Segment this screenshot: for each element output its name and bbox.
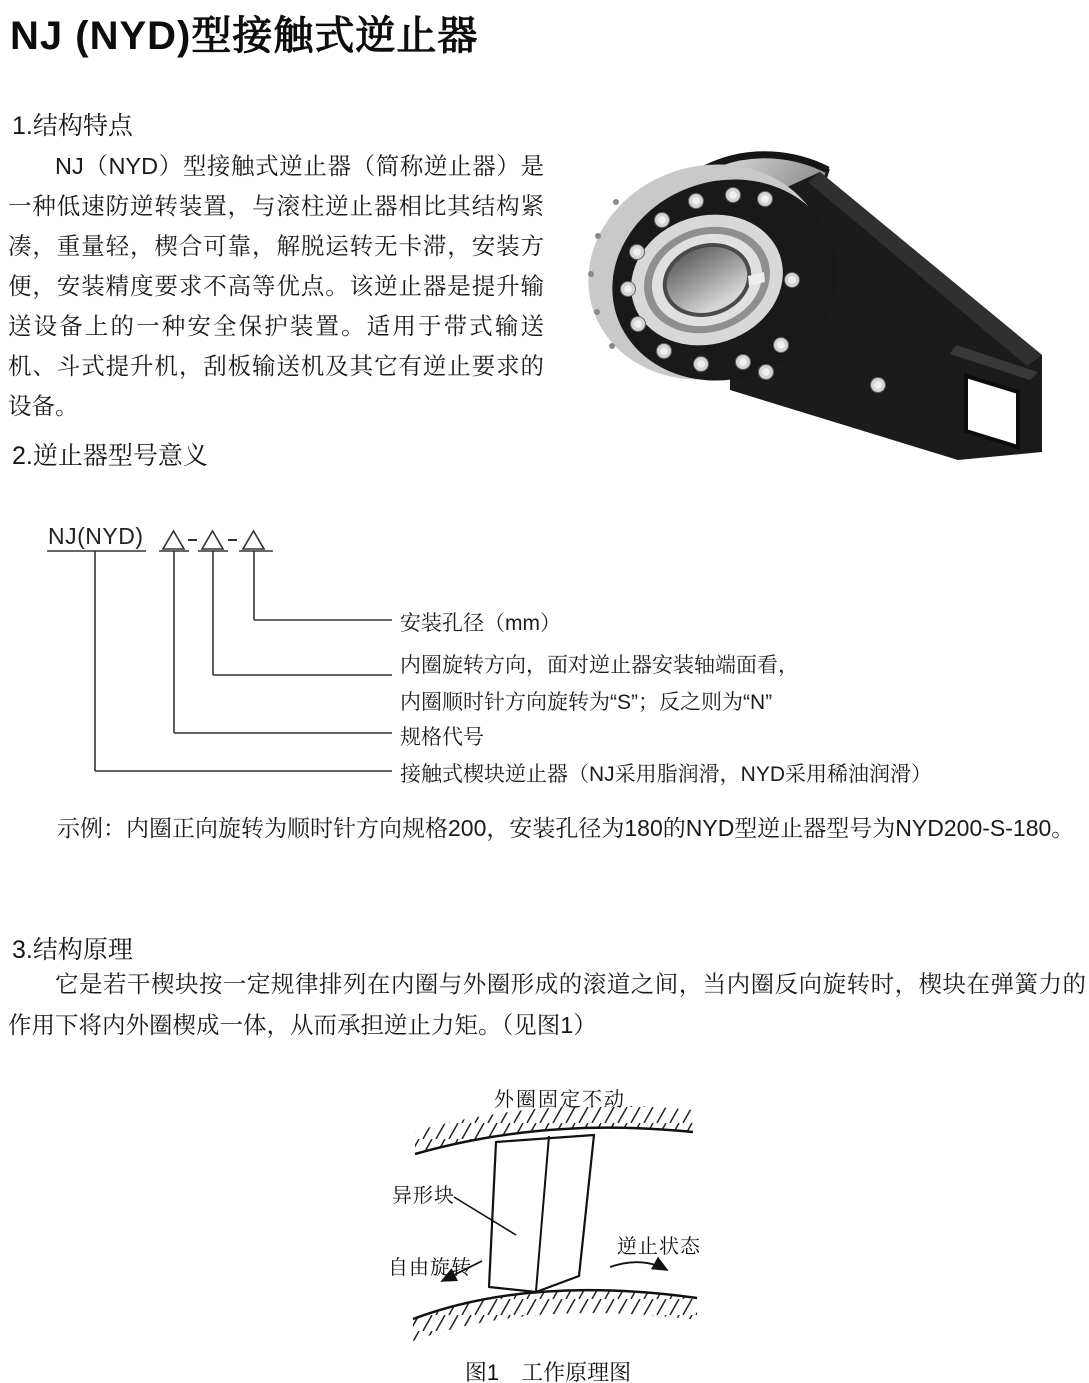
placeholder-triangle-2	[202, 531, 223, 549]
label-shaped-block: 异形块	[392, 1185, 455, 1207]
section-3-heading: 3.结构原理	[12, 936, 133, 964]
label-spec-code: 规格代号	[400, 726, 484, 749]
placeholder-triangle-1	[163, 531, 184, 549]
figure-1	[330, 1075, 760, 1383]
model-code-prefix: NJ(NYD)	[48, 523, 144, 549]
label-backstop-state: 逆止状态	[617, 1236, 701, 1258]
model-code-diagram	[0, 515, 1089, 805]
label-rotation-direction-line1: 内圈旋转方向，面对逆止器安装轴端面看，	[400, 654, 799, 677]
page-title: NJ (NYD)型接触式逆止器	[10, 14, 479, 58]
placeholder-triangle-3	[243, 531, 264, 549]
section-1-paragraph: NJ（NYD）型接触式逆止器（简称逆止器）是一种低速防逆转装置，与滚柱逆止器相比其结构紧凑，重量轻，楔合可靠，解脱运转无卡滞，安装方便，安装精度要求不高等优点。该逆止器是提升输送设备上的一种安全保护装置。适用于带式输送机、斗式提升机，刮板输送机及其它有逆止要求的设备。	[8, 153, 544, 419]
figure-1-caption: 图1 工作原理图	[464, 1360, 632, 1383]
section-1-heading: 1.结构特点	[12, 112, 133, 140]
backstop-photo-drawing	[580, 130, 1050, 460]
label-bore-diameter: 安装孔径（mm）	[400, 612, 561, 635]
label-rotation-direction-line2: 内圈顺时针方向旋转为“S”；反之则为“N”	[400, 691, 773, 714]
model-example: 示例：内圈正向旋转为顺时针方向规格200，安装孔径为180的NYD型逆止器型号为NYD200-S-180。	[57, 815, 1075, 841]
product-photo	[580, 130, 1050, 460]
label-free-rotation: 自由旋转	[388, 1257, 472, 1279]
section-3-paragraph: 它是若干楔块按一定规律排列在内圈与外圈形成的滚道之间，当内圈反向旋转时，楔块在弹簧力的作用下将内外圈楔成一体，从而承担逆止力矩。（见图1）	[8, 971, 1086, 1038]
section-2-heading: 2.逆止器型号意义	[12, 442, 208, 470]
inner-ring-hatching	[413, 1290, 697, 1341]
label-outer-ring-fixed: 外圈固定不动	[494, 1089, 626, 1111]
label-type-description: 接触式楔块逆止器（NJ采用脂润滑，NYD采用稀油润滑）	[400, 763, 933, 786]
backstop-arrow	[610, 1262, 667, 1270]
figure-1-drawing	[330, 1075, 760, 1383]
